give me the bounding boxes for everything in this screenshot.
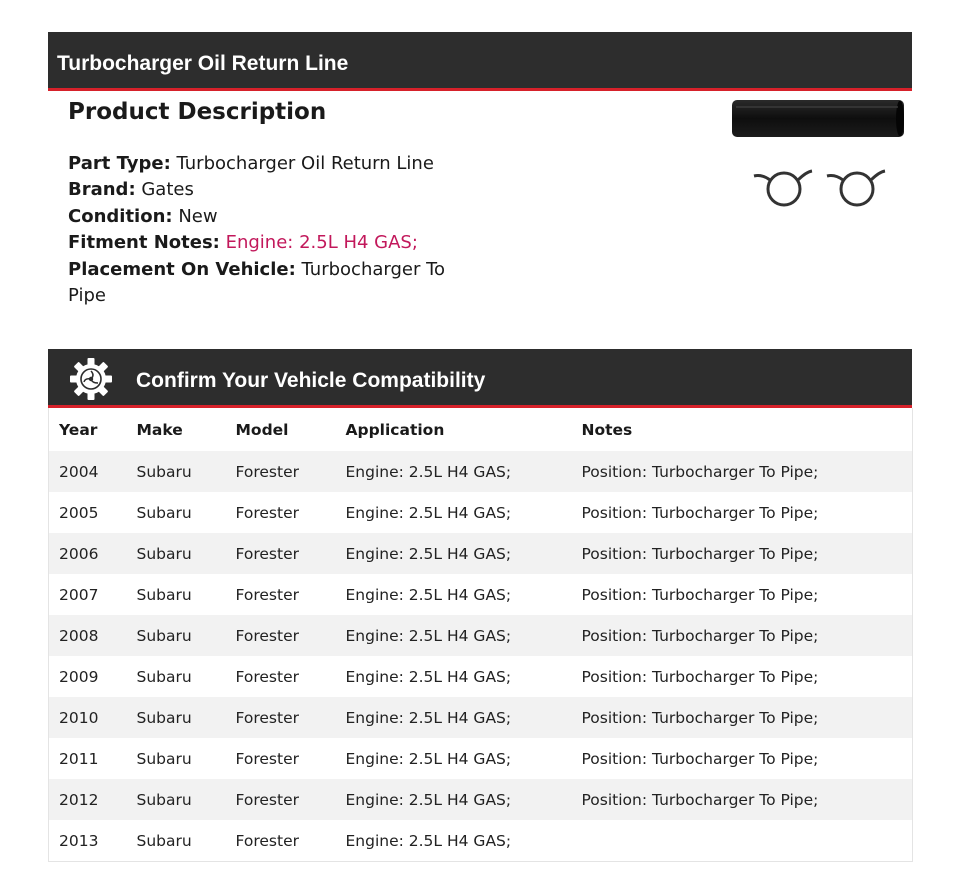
hose-icon	[732, 100, 904, 137]
table-row	[49, 451, 913, 492]
product-title: Turbocharger Oil Return Line	[57, 52, 349, 75]
cell-year: 2011	[49, 738, 127, 779]
cell-year: 2012	[49, 779, 127, 820]
cell-make: Subaru	[127, 820, 226, 862]
detail-key: Condition:	[68, 205, 173, 227]
table-header-row	[49, 408, 913, 451]
cell-model: Forester	[226, 820, 336, 862]
detail-fitment-notes	[68, 230, 448, 256]
cell-application: Engine: 2.5L H4 GAS;	[336, 820, 572, 862]
table-row	[49, 697, 913, 738]
cell-application: Engine: 2.5L H4 GAS;	[336, 574, 572, 615]
cell-notes: Position: Turbocharger To Pipe;	[572, 779, 913, 820]
compatibility-title: Confirm Your Vehicle Compatibility	[136, 369, 486, 392]
cell-year: 2005	[49, 492, 127, 533]
table-row	[49, 574, 913, 615]
detail-key: Brand:	[68, 179, 136, 201]
cell-model: Forester	[226, 574, 336, 615]
cell-year: 2009	[49, 656, 127, 697]
product-description-heading: Product Description	[68, 99, 327, 125]
compatibility-bar	[48, 349, 912, 408]
product-image	[722, 92, 912, 222]
cell-make: Subaru	[127, 656, 226, 697]
detail-key: Placement On Vehicle:	[68, 258, 296, 280]
cell-make: Subaru	[127, 451, 226, 492]
cell-application: Engine: 2.5L H4 GAS;	[336, 779, 572, 820]
cell-year: 2007	[49, 574, 127, 615]
detail-placement	[68, 257, 448, 310]
clamp-icon	[827, 171, 885, 205]
cell-model: Forester	[226, 615, 336, 656]
cell-notes: Position: Turbocharger To Pipe;	[572, 533, 913, 574]
cell-notes: Position: Turbocharger To Pipe;	[572, 451, 913, 492]
cell-model: Forester	[226, 492, 336, 533]
compatibility-table	[48, 408, 913, 862]
column-header-application: Application	[345, 420, 445, 439]
cell-model: Forester	[226, 697, 336, 738]
table-row	[49, 779, 913, 820]
detail-key: Fitment Notes:	[68, 232, 220, 254]
cell-notes: Position: Turbocharger To Pipe;	[572, 738, 913, 779]
cell-make: Subaru	[127, 738, 226, 779]
cell-notes: Position: Turbocharger To Pipe;	[572, 615, 913, 656]
cell-year: 2004	[49, 451, 127, 492]
cell-notes: Position: Turbocharger To Pipe;	[572, 492, 913, 533]
product-details	[68, 151, 448, 309]
cell-make: Subaru	[127, 779, 226, 820]
cell-notes: Position: Turbocharger To Pipe;	[572, 697, 913, 738]
table-row	[49, 820, 913, 862]
cell-make: Subaru	[127, 533, 226, 574]
detail-value: Engine: 2.5L H4 GAS;	[219, 232, 418, 254]
cell-year: 2013	[49, 820, 127, 862]
cell-year: 2006	[49, 533, 127, 574]
cell-notes: Position: Turbocharger To Pipe;	[572, 574, 913, 615]
detail-key: Part Type:	[68, 153, 171, 174]
cell-year: 2008	[49, 615, 127, 656]
table-row	[49, 615, 913, 656]
column-header-make: Make	[136, 420, 183, 439]
detail-value: Turbocharger Oil Return Line	[170, 153, 434, 174]
table-row	[49, 492, 913, 533]
cell-application: Engine: 2.5L H4 GAS;	[336, 697, 572, 738]
cell-model: Forester	[226, 533, 336, 574]
cell-model: Forester	[226, 779, 336, 820]
cell-year: 2010	[49, 697, 127, 738]
detail-value: Gates	[135, 179, 194, 201]
detail-value: New	[172, 205, 218, 227]
table-row	[49, 533, 913, 574]
product-title-bar	[48, 32, 912, 91]
detail-brand	[68, 177, 448, 203]
gear-icon	[70, 358, 112, 400]
cell-model: Forester	[226, 738, 336, 779]
cell-application: Engine: 2.5L H4 GAS;	[336, 738, 572, 779]
cell-application: Engine: 2.5L H4 GAS;	[336, 492, 572, 533]
detail-part-type	[68, 151, 448, 177]
cell-notes	[572, 820, 913, 862]
cell-notes: Position: Turbocharger To Pipe;	[572, 656, 913, 697]
table-row	[49, 656, 913, 697]
detail-condition	[68, 204, 448, 230]
clamp-icon	[754, 171, 812, 205]
cell-make: Subaru	[127, 697, 226, 738]
cell-make: Subaru	[127, 574, 226, 615]
cell-application: Engine: 2.5L H4 GAS;	[336, 533, 572, 574]
column-header-notes: Notes	[581, 420, 633, 439]
cell-model: Forester	[226, 451, 336, 492]
table-row	[49, 738, 913, 779]
column-header-year: Year	[59, 420, 98, 439]
cell-application: Engine: 2.5L H4 GAS;	[336, 656, 572, 697]
column-header-model: Model	[235, 420, 289, 439]
cell-model: Forester	[226, 656, 336, 697]
cell-make: Subaru	[127, 615, 226, 656]
cell-application: Engine: 2.5L H4 GAS;	[336, 615, 572, 656]
cell-make: Subaru	[127, 492, 226, 533]
detail-value: Turbocharger To Pipe	[68, 258, 446, 307]
cell-application: Engine: 2.5L H4 GAS;	[336, 451, 572, 492]
